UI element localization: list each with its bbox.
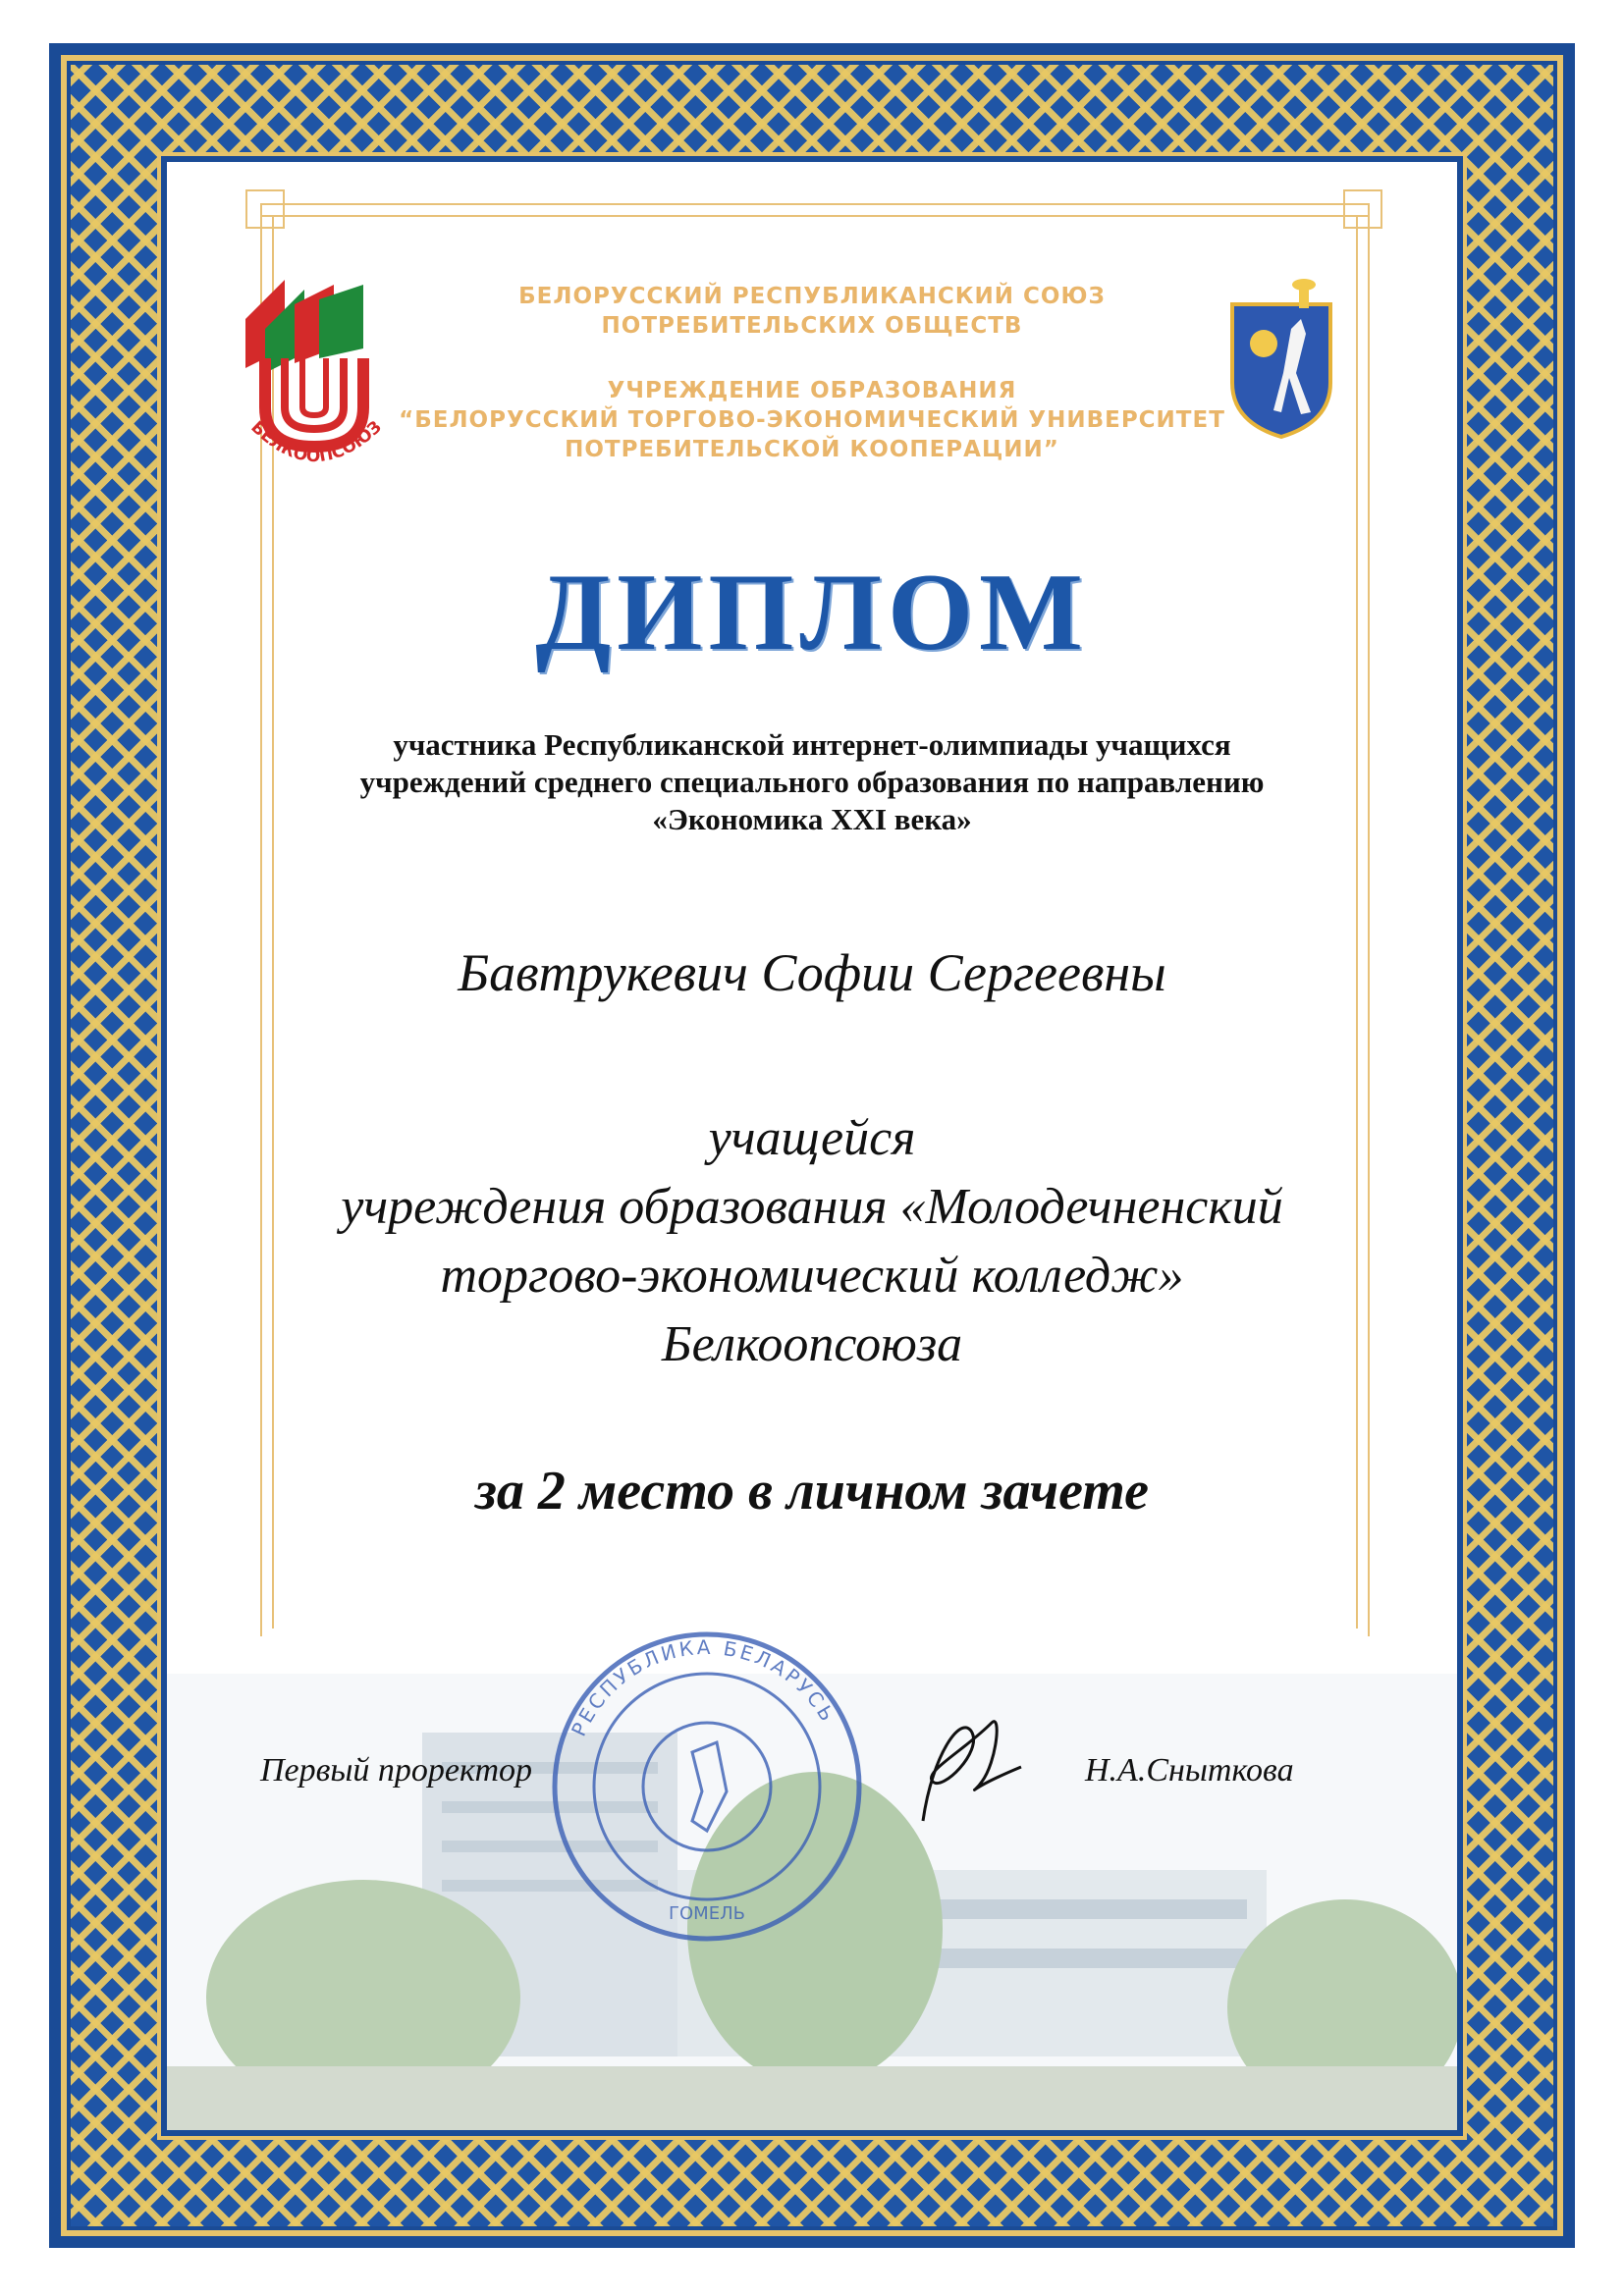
institution-line: Белкоопсоюза [661,1316,963,1372]
university-line: УЧРЕЖДЕНИЕ ОБРАЗОВАНИЯ [607,378,1017,403]
recipient-name: Бавтрукевич Софии Сергеевны [458,943,1166,1002]
svg-text:РЕСПУБЛИКА БЕЛАРУСЬ: РЕСПУБЛИКА БЕЛАРУСЬ [567,1634,841,1740]
university-heading [167,376,1457,467]
official-seal-stamp [545,1625,869,1949]
recipient-institution [167,1104,1457,1379]
diploma-title: ДИПЛОМ [535,552,1089,673]
diploma-subtitle [167,726,1457,838]
gold-rule [260,203,1370,205]
gold-corner-square [1343,189,1382,229]
gold-rule [260,215,1370,217]
signatory-name: Н.А.Сныткова [1085,1752,1294,1789]
subtitle-line: учреждений среднего специального образования по направлению [359,765,1265,799]
signatory-position: Первый проректор [260,1752,533,1789]
subtitle-line: участника Республиканской интернет-олимпиады учащихся [393,727,1231,762]
university-line: ПОТРЕБИТЕЛЬСКОЙ КООПЕРАЦИИ” [565,437,1059,462]
award-text: за 2 место в личном зачете [475,1461,1149,1522]
gold-corner-square [245,189,285,229]
org-line: БЕЛОРУССКИЙ РЕСПУБЛИКАНСКИЙ СОЮЗ [518,284,1106,309]
handwritten-signature [903,1693,1031,1841]
recipient-status: учащейся [708,1110,916,1166]
org-line: ПОТРЕБИТЕЛЬСКИХ ОБЩЕСТВ [601,313,1023,339]
svg-text:ГОМЕЛЬ: ГОМЕЛЬ [669,1903,745,1924]
institution-line: учреждения образования «Молодечненский [341,1179,1283,1235]
org-heading [167,282,1457,341]
university-line: “БЕЛОРУССКИЙ ТОРГОВО-ЭКОНОМИЧЕСКИЙ УНИВЕРСИТЕТ [399,407,1225,433]
svg-text:БЕЛКООПСОЮЗ: БЕЛКООПСОЮЗ [246,417,386,467]
subtitle-line: «Экономика XXI века» [652,802,972,836]
institution-line: торгово-экономический колледж» [440,1248,1184,1304]
diploma-body [167,162,1457,2130]
